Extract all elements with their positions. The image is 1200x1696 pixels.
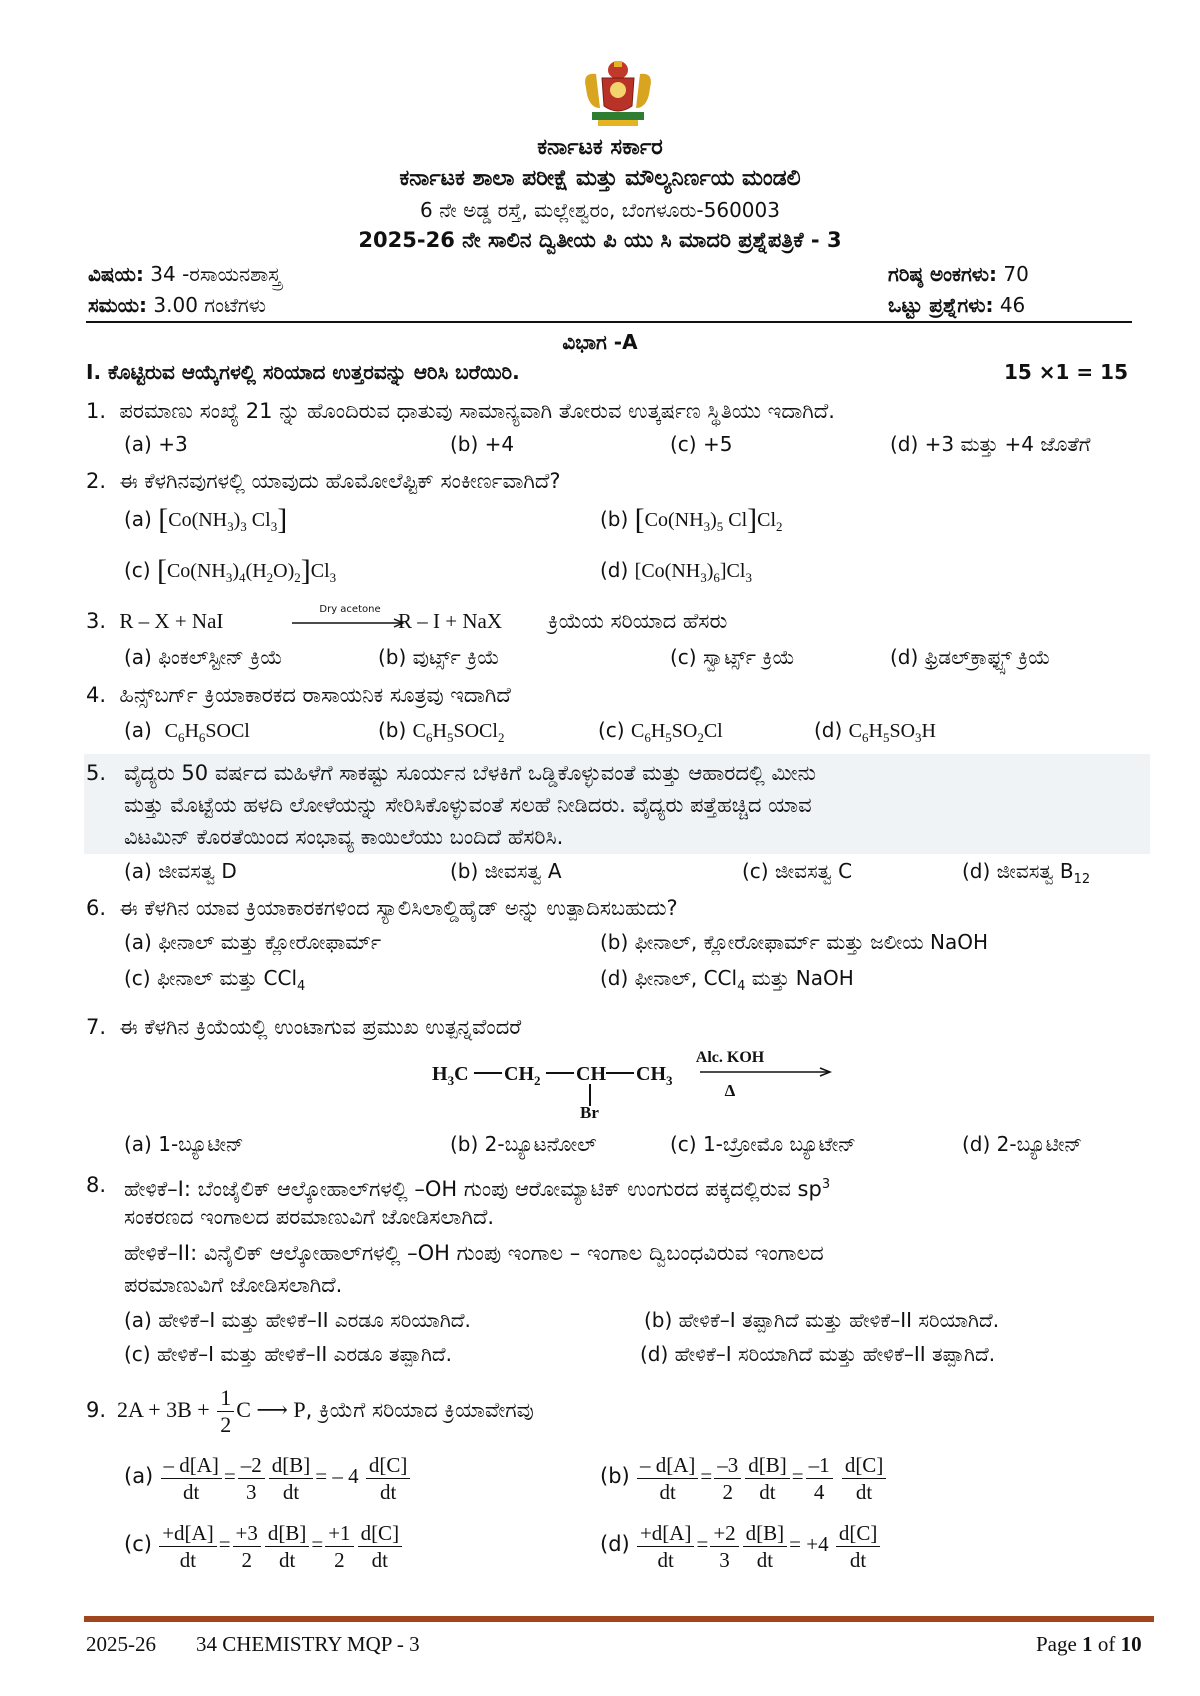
q2-option-a-formula: [$Co(NH_3)_3$ $Cl_3$]	[158, 503, 288, 536]
karnataka-emblem-icon	[578, 58, 658, 128]
q2-option-a: (a) [$Co(NH_3)_3$ $Cl_3$]	[124, 503, 288, 536]
q9-option-d: (d) $\frac{+d[A]}{dt}$ = $\frac{+2}{3}$ $\frac{d[B]}{dt}$ = +4 $\frac{d[C]}{dt}$	[600, 1514, 882, 1574]
q4-option-c: (c) $C_6H_5SO_2Cl$	[598, 718, 723, 745]
q6-option-d: (d) ಫೀನಾಲ್, CCl$_4$ ಮತ್ತು NaOH	[600, 966, 854, 994]
q1-option-d: (d) +3 ಮತ್ತು +4 ಜೊತೆಗೆ	[890, 432, 1091, 456]
question-6: 6. ಈ ಕೆಳಗಿನ ಯಾವ ಕ್ರಿಯಾಕಾರಕಗಳಿಂದ ಸ್ಯಾಲಿಸಿಲಾಲ್ಡಿಹೈಡ್ ಅನ್ನು ಉತ್ಪಾದಿಸಬಹುದು?	[86, 896, 678, 920]
q5-option-b: (b) ಜೀವಸತ್ವ A	[450, 859, 562, 883]
q8-statement-1-cont: ಸಂಕರಣದ ಇಂಗಾಲದ ಪರಮಾಣುವಿಗೆ ಜೋಡಿಸಲಾಗಿದೆ.	[124, 1205, 495, 1229]
q8-statement-2-cont: ಪರಮಾಣುವಿಗೆ ಜೋಡಿಸಲಾಗಿದೆ.	[124, 1273, 343, 1297]
q8-option-d: (d) ಹೇಳಿಕೆ–I ಸರಿಯಾಗಿದೆ ಮತ್ತು ಹೇಳಿಕೆ–II ತಪ್ಪಾಗಿದೆ.	[640, 1342, 996, 1366]
q7-reagent: Alc. KOH	[695, 1049, 765, 1066]
footer-year: 2025-26	[86, 1632, 156, 1656]
footer-rule	[84, 1616, 1154, 1622]
q7-option-d: (d) 2-ಬ್ಯೂಟೀನ್	[962, 1132, 1083, 1156]
question-4: 4. ಹಿನ್ಸ್‌ಬರ್ಗ್ ಕ್ರಿಯಾಕಾರಕದ ರಾಸಾಯನಿಕ ಸೂತ್ರವು ಇದಾಗಿದೆ	[86, 683, 511, 707]
q3-option-a: (a) ಫಿಂಕಲ್‌ಸ್ಟೀನ್ ಕ್ರಿಯೆ	[124, 645, 283, 669]
question-3: 3. R – X + NaI	[86, 609, 224, 633]
footer-paper-code: 34 CHEMISTRY MQP - 3	[196, 1632, 420, 1656]
q6-option-a: (a) ಫೀನಾಲ್ ಮತ್ತು ಕ್ಲೋರೋಫಾರ್ಮ್	[124, 930, 382, 954]
q3-option-d: (d) ಫ್ರಿಡಲ್‌ಕ್ರಾಫ್ಟ್ಸ್ ಕ್ರಿಯೆ	[890, 645, 1051, 669]
board-name: ಕರ್ನಾಟಕ ಶಾಲಾ ಪರೀಕ್ಷೆ ಮತ್ತು ಮೌಲ್ಯನಿರ್ಣಯ ಮಂಡಲಿ	[399, 166, 801, 191]
q3-reaction-products: R – I + NaX	[398, 609, 502, 633]
q8-statement-1: ಹೇಳಿಕೆ–I: ಬೆಂಜೈಲಿಕ್ ಆಲ್ಕೋಹಾಲ್‌ಗಳಲ್ಲಿ –OH ಗುಂಪು ಆರೋಮ್ಯಾಟಿಕ್ ಉಂಗುರದ ಪಕ್ಕದಲ್ಲಿರುವ $sp^3$	[124, 1177, 831, 1201]
q7-option-c: (c) 1-ಬ್ರೋಮೊ ಬ್ಯೂಟೇನ್	[670, 1132, 856, 1156]
question-1: 1. ಪರಮಾಣು ಸಂಖ್ಯೆ 21 ನ್ನು ಹೊಂದಿರುವ ಧಾತುವು ಸಾಮಾನ್ಯವಾಗಿ ತೋರುವ ಉತ್ಕರ್ಷಣ ಸ್ಥಿತಿಯು ಇದಾಗಿದೆ.	[86, 399, 835, 423]
q8-statement-2: ಹೇಳಿಕೆ–II: ವಿನೈಲಿಕ್ ಆಲ್ಕೋಹಾಲ್‌ಗಳಲ್ಲಿ –OH ಗುಂಪು ಇಂಗಾಲ – ಇಂಗಾಲ ದ್ವಿಬಂಧವಿರುವ ಇಂಗಾಲದ	[124, 1241, 824, 1265]
section-title: ವಿಭಾಗ -A	[562, 330, 638, 354]
q2-option-b-formula: [$Co(NH_3)_5$ $Cl]Cl_2$	[634, 503, 783, 536]
q2-option-c: (c) $[Co(NH_3)_4(H_2O)_2]Cl_3$	[124, 554, 337, 587]
q9-option-c: (c) $\frac{+d[A]}{dt}$ = $\frac{+3}{2}$ $\frac{d[B]}{dt}$ = $\frac{+1}{2}$ $\frac{d[C]}{dt}$	[124, 1514, 404, 1574]
q4-option-a: (a) $C_6H_6SOCl$	[124, 718, 250, 745]
question-5-line-3: ವಿಟಮಿನ್ ಕೊರತೆಯಿಂದ ಸಂಭಾವ್ಯ ಕಾಯಿಲೆಯು ಬಂದಿದೆ ಹೆಸರಿಸಿ.	[124, 825, 564, 849]
q7-bromine-label: Br	[580, 1103, 599, 1120]
government-title: ಕರ್ನಾಟಕ ಸರ್ಕಾರ	[537, 135, 663, 160]
question-5-line-2: ಮತ್ತು ಮೊಟ್ಟೆಯ ಹಳದಿ ಲೋಳೆಯನ್ನು ಸೇರಿಸಿಕೊಳ್ಳುವಂತೆ ಸಲಹೆ ನೀಡಿದರು. ವೈದ್ಯರು ಪತ್ತೆಹಚ್ಚಿದ ಯಾವ	[124, 793, 812, 817]
svg-text:CH3: $CH_3$	[636, 1063, 673, 1088]
q7-option-b: (b) 2-ಬ್ಯೂಟನೋಲ್	[450, 1132, 597, 1156]
q6-option-b: (b) ಫೀನಾಲ್, ಕ್ಲೋರೋಫಾರ್ಮ್ ಮತ್ತು ಜಲೀಯ NaOH	[600, 930, 989, 954]
board-address: 6 ನೇ ಅಡ್ಡ ರಸ್ತೆ, ಮಲ್ಲೇಶ್ವರಂ, ಬೆಂಗಳೂರು-560003	[420, 198, 780, 222]
header-divider	[86, 321, 1132, 323]
q3-reaction: R – X + NaI	[119, 609, 224, 633]
q9-option-a: (a) $\frac{- d[A]}{dt}$ = $\frac{-2}{3}$ $\frac{d[B]}{dt}$ = – 4 $\frac{d[C]}{dt}$	[124, 1446, 412, 1506]
q5-option-d: (d) ಜೀವಸತ್ವ $B_{12}$	[962, 859, 1091, 887]
question-5-number: 5.	[86, 761, 107, 785]
q1-option-b: (b) +4	[450, 432, 515, 456]
q5-option-a: (a) ಜೀವಸತ್ವ D	[124, 859, 237, 883]
q5-option-c: (c) ಜೀವಸತ್ವ C	[742, 859, 853, 883]
q9-option-b: (b) $\frac{- d[A]}{dt}$ = $\frac{-3}{2}$ $\frac{d[B]}{dt}$ = $\frac{-1}{4}$ $\frac{d[C]}{dt}$	[600, 1446, 888, 1506]
q2-option-d: (d) $[Co(NH_3)_6]Cl_3$	[600, 558, 752, 585]
question-5-line-1: ವೈದ್ಯರು 50 ವರ್ಷದ ಮಹಿಳೆಗೆ ಸಾಕಷ್ಟು ಸೂರ್ಯನ ಬೆಳಕಿಗೆ ಒಡ್ಡಿಕೊಳ್ಳುವಂತೆ ಮತ್ತು ಆಹಾರದಲ್ಲಿ ಮೀನು	[124, 761, 816, 785]
q3-reaction-arrow	[290, 618, 410, 628]
q1-option-a: (a) +3	[124, 432, 188, 456]
q4-option-b: (b) $C_6H_5SOCl_2$	[378, 718, 505, 745]
svg-text:CH: CH	[576, 1063, 606, 1085]
q8-option-b: (b) ಹೇಳಿಕೆ–I ತಪ್ಪಾಗಿದೆ ಮತ್ತು ಹೇಳಿಕೆ–II ಸರಿಯಾಗಿದೆ.	[644, 1308, 1000, 1332]
q2-option-b: (b) [$Co(NH_3)_5$ $Cl]Cl_2$	[600, 503, 783, 536]
subject-line: ವಿಷಯ: 34 -ರಸಾಯನಶಾಸ್ತ್ರ	[88, 262, 282, 286]
time-line: ಸಮಯ: 3.00 ಗಂಟೆಗಳು	[88, 293, 266, 317]
q8-option-c: (c) ಹೇಳಿಕೆ–I ಮತ್ತು ಹೇಳಿಕೆ–II ಎರಡೂ ತಪ್ಪಾಗಿದೆ.	[124, 1342, 452, 1366]
q7-reaction-structure	[430, 1040, 850, 1120]
max-marks-line: ಗರಿಷ್ಠ ಅಂಕಗಳು: 70	[888, 262, 1029, 286]
q3-option-b: (b) ವುರ್ಟ್ಸ್ ಕ್ರಿಯೆ	[378, 645, 500, 669]
svg-text:H3C: $H_3C$	[432, 1063, 469, 1088]
footer-page-number: Page 1 of 10	[1036, 1632, 1142, 1656]
q6-option-c: (c) ಫೀನಾಲ್ ಮತ್ತು CCl$_4$	[124, 966, 306, 994]
q2-option-d-formula: $[Co(NH_3)_6]Cl_3$	[634, 560, 752, 585]
q4-option-d: (d) $C_6H_5SO_3H$	[814, 718, 936, 745]
q8-option-a: (a) ಹೇಳಿಕೆ–I ಮತ್ತು ಹೇಳಿಕೆ–II ಎರಡೂ ಸರಿಯಾಗಿದೆ.	[124, 1308, 471, 1332]
q7-heat-symbol: Δ	[724, 1081, 736, 1100]
q3-question-text: ಕ್ರಿಯೆಯ ಸರಿಯಾದ ಹೆಸರು	[548, 609, 728, 633]
question-7: 7. ಈ ಕೆಳಗಿನ ಕ್ರಿಯೆಯಲ್ಲಿ ಉಂಟಾಗುವ ಪ್ರಮುಖ ಉತ್ಪನ್ನವೆಂದರೆ	[86, 1015, 522, 1039]
question-8-number: 8.	[86, 1173, 107, 1197]
q1-option-c: (c) +5	[670, 432, 733, 456]
q7-option-a: (a) 1-ಬ್ಯೂಟೀನ್	[124, 1132, 244, 1156]
svg-text:CH2: $CH_2$	[504, 1063, 541, 1088]
section-marks: 15 ×1 = 15	[1004, 360, 1128, 384]
q3-option-c: (c) ಸ್ವಾರ್ಟ್ಸ್ ಕ್ರಿಯೆ	[670, 645, 795, 669]
section-instruction: I. ಕೊಟ್ಟಿರುವ ಆಯ್ಕೆಗಳಲ್ಲಿ ಸರಿಯಾದ ಉತ್ತರವನ್ನು ಆರಿಸಿ ಬರೆಯಿರಿ.	[86, 360, 520, 384]
question-2: 2. ಈ ಕೆಳಗಿನವುಗಳಲ್ಲಿ ಯಾವುದು ಹೊಮೋಲೆಪ್ಟಿಕ್ ಸಂಕೀರ್ಣವಾಗಿದೆ?	[86, 469, 561, 493]
q2-option-c-formula: $[Co(NH_3)_4(H_2O)_2]Cl_3$	[156, 554, 337, 587]
q3-reaction-condition: Dry acetone	[319, 604, 381, 615]
paper-title: 2025-26 ನೇ ಸಾಲಿನ ದ್ವಿತೀಯ ಪಿ ಯು ಸಿ ಮಾದರಿ ಪ್ರಶ್ನೆಪತ್ರಿಕೆ - 3	[358, 228, 842, 252]
question-9: 9. 2A + 3B + $\frac{1}{2}$ C ⟶ P, ಕ್ರಿಯೆಗೆ ಸರಿಯಾದ ಕ್ರಿಯಾವೇಗವು	[86, 1385, 534, 1438]
total-questions-line: ಒಟ್ಟು ಪ್ರಶ್ನೆಗಳು: 46	[888, 293, 1026, 317]
